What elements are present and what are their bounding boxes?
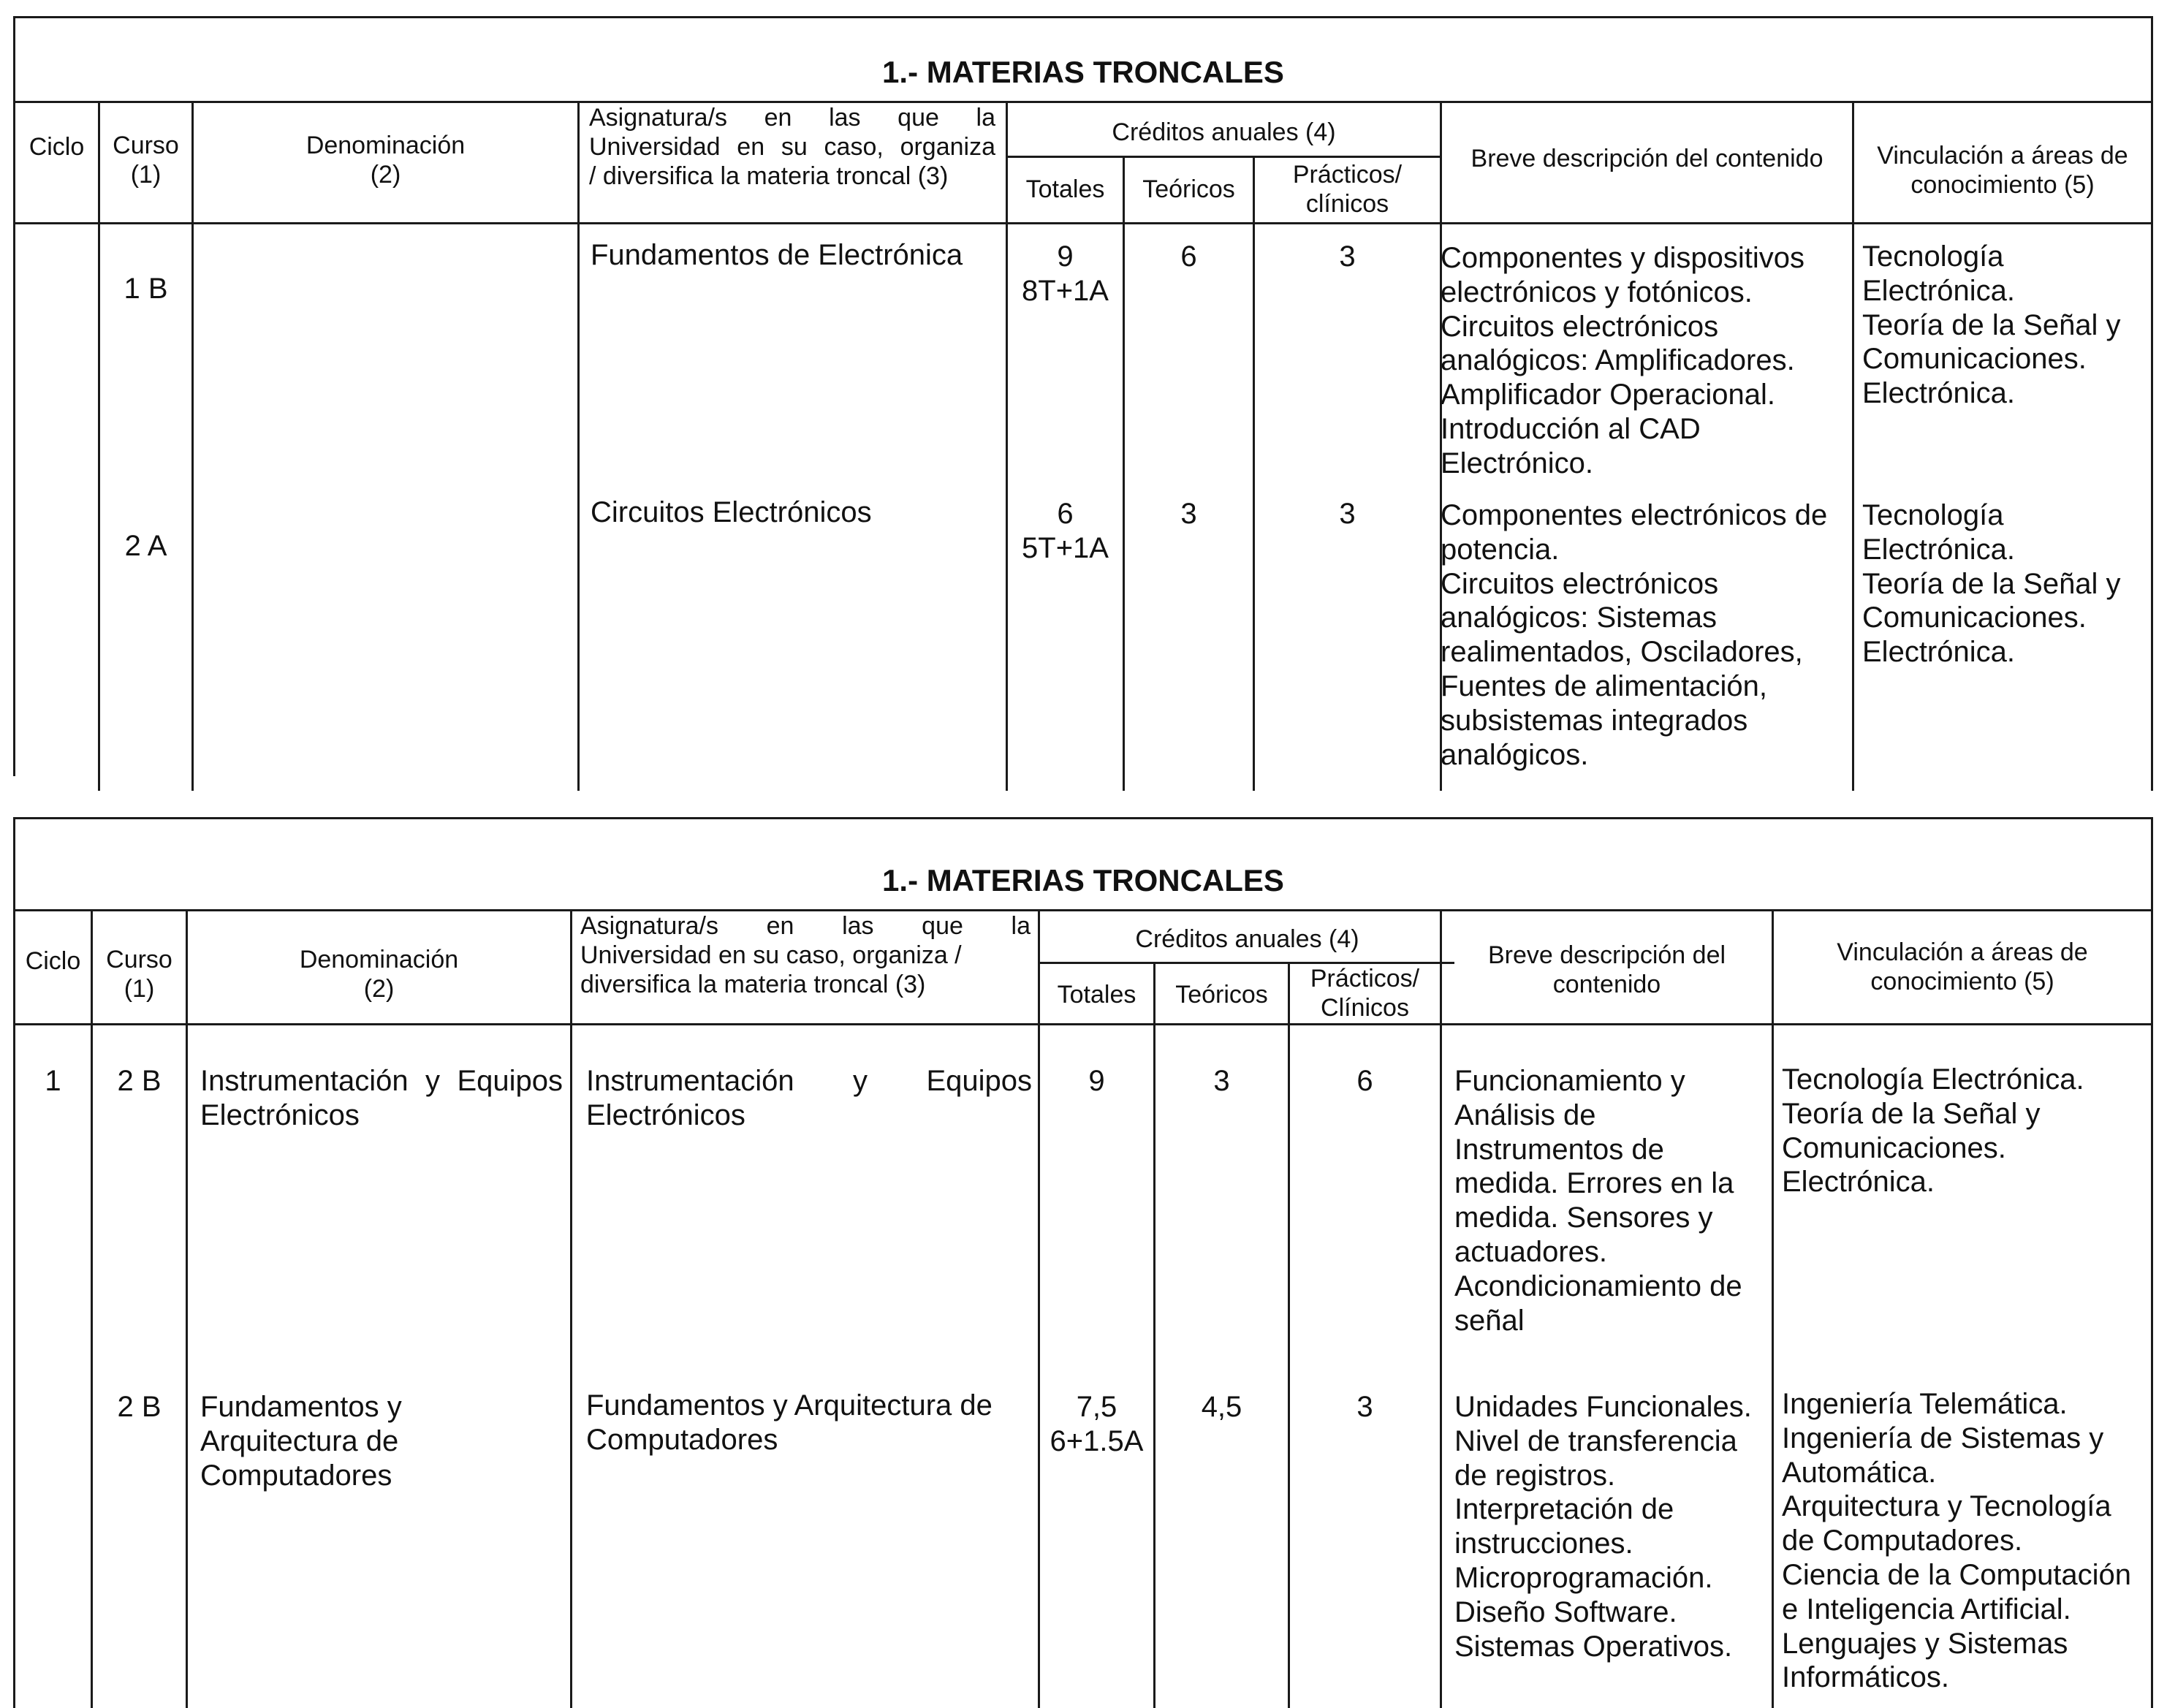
row2-curso: 2 A (124, 530, 167, 562)
row2-teoricos: 4,5 (1201, 1391, 1242, 1423)
row2-asignatura: Circuitos Electrónicos (591, 496, 872, 528)
header-curso: Curso (1) (106, 946, 172, 1003)
header-creditos: Créditos anuales (4) (1112, 118, 1336, 146)
header-denominacion: Denominación (2) (299, 946, 459, 1003)
row1-ciclo: 1 (45, 1065, 61, 1097)
row2-practicos: 3 (1356, 1391, 1373, 1423)
row2-totales: 7,5 6+1.5A (1050, 1391, 1144, 1457)
header-curso: Curso (1) (113, 132, 179, 189)
header-ciclo: Ciclo (29, 133, 85, 161)
row2-totales: 6 5T+1A (1022, 498, 1109, 564)
row1-teoricos: 3 (1213, 1065, 1230, 1097)
row2-descripcion: Componentes electrónicos de potencia. Circuitos electrónicos analógicos: Sistemas realimentados, Osciladores, Fuentes de alimentación, subsistemas integrados analógicos. (1441, 499, 1828, 771)
header-vinculacion: Vinculación a áreas de conocimiento (5) (1837, 938, 2088, 995)
row2-descripcion: Unidades Funcionales. Nivel de transferencia de registros. Interpretación de instrucciones. Microprogramación. Diseño Software. Sistemas Operativos. (1454, 1391, 1752, 1663)
header-asignatura: Asignatura/s en las que la Universidad en su caso, organiza / diversifica la materia troncal (3) (589, 104, 995, 190)
row2-teoricos: 3 (1180, 498, 1197, 530)
row1-descripcion: Funcionamiento y Análisis de Instrumentos de medida. Errores en la medida. Sensores y actuadores. Acondicionamiento de señal (1454, 1065, 1742, 1337)
row1-curso: 1 B (124, 273, 168, 305)
header-creditos: Créditos anuales (4) (1135, 925, 1359, 953)
header-descripcion: Breve descripción del contenido (1470, 145, 1823, 172)
table-section-1 (13, 16, 2153, 791)
row2-practicos: 3 (1339, 498, 1356, 530)
row1-asignatura: Fundamentos de Electrónica (591, 239, 963, 271)
row1-vinculacion: Tecnología Electrónica. Teoría de la Señal y Comunicaciones. Electrónica. (1862, 240, 2121, 410)
row1-denominacion: Instrumentación y Equipos Electrónicos (200, 1065, 563, 1131)
header-vinculacion: Vinculación a áreas de conocimiento (5) (1877, 142, 2128, 199)
section-title: 1.- MATERIAS TRONCALES (882, 863, 1284, 897)
row1-curso: 2 B (117, 1065, 162, 1097)
row2-denominacion: Fundamentos y Arquitectura de Computadores (200, 1391, 402, 1492)
header-teoricos: Teóricos (1142, 175, 1235, 203)
row1-asignatura: Instrumentación y Equipos Electrónicos (586, 1065, 1032, 1131)
row1-totales: 9 8T+1A (1022, 240, 1109, 307)
row2-vinculacion: Ingeniería Telemática. Ingeniería de Sistemas y Automática. Arquitectura y Tecnología de Computadores. Ciencia de la Computación e Inteligencia Artificial. Lenguajes y Sistemas Informáticos. (1782, 1388, 2132, 1694)
header-practicos: Prácticos/ Clínicos (1310, 965, 1420, 1022)
row2-vinculacion: Tecnología Electrónica. Teoría de la Señal y Comunicaciones. Electrónica. (1862, 499, 2121, 669)
header-asignatura: Asignatura/s en las que la Universidad en su caso, organiza / diversifica la materia troncal (3) (580, 912, 1031, 998)
row1-practicos: 3 (1339, 240, 1356, 273)
row1-vinculacion: Tecnología Electrónica. Teoría de la Señal y Comunicaciones. Electrónica. (1782, 1063, 2084, 1199)
header-totales: Totales (1025, 175, 1105, 203)
section-title: 1.- MATERIAS TRONCALES (882, 55, 1284, 89)
row2-curso: 2 B (117, 1391, 162, 1423)
header-descripcion: Breve descripción del contenido (1487, 941, 1726, 998)
header-teoricos: Teóricos (1175, 981, 1268, 1009)
header-practicos: Prácticos/ clínicos (1292, 161, 1403, 218)
row1-teoricos: 6 (1180, 240, 1197, 273)
row2-asignatura: Fundamentos y Arquitectura de Computadores (586, 1389, 993, 1456)
header-denominacion: Denominación (2) (305, 132, 466, 189)
header-totales: Totales (1057, 981, 1136, 1009)
table-section-2 (13, 817, 2153, 1708)
row1-practicos: 6 (1356, 1065, 1373, 1097)
row1-descripcion: Componentes y dispositivos electrónicos y fotónicos. Circuitos electrónicos analógicos: Amplificadores. Amplificador Operacional. Introducción al CAD Electrónico. (1441, 242, 1805, 479)
row1-totales: 9 (1088, 1065, 1105, 1097)
header-ciclo: Ciclo (25, 947, 81, 975)
